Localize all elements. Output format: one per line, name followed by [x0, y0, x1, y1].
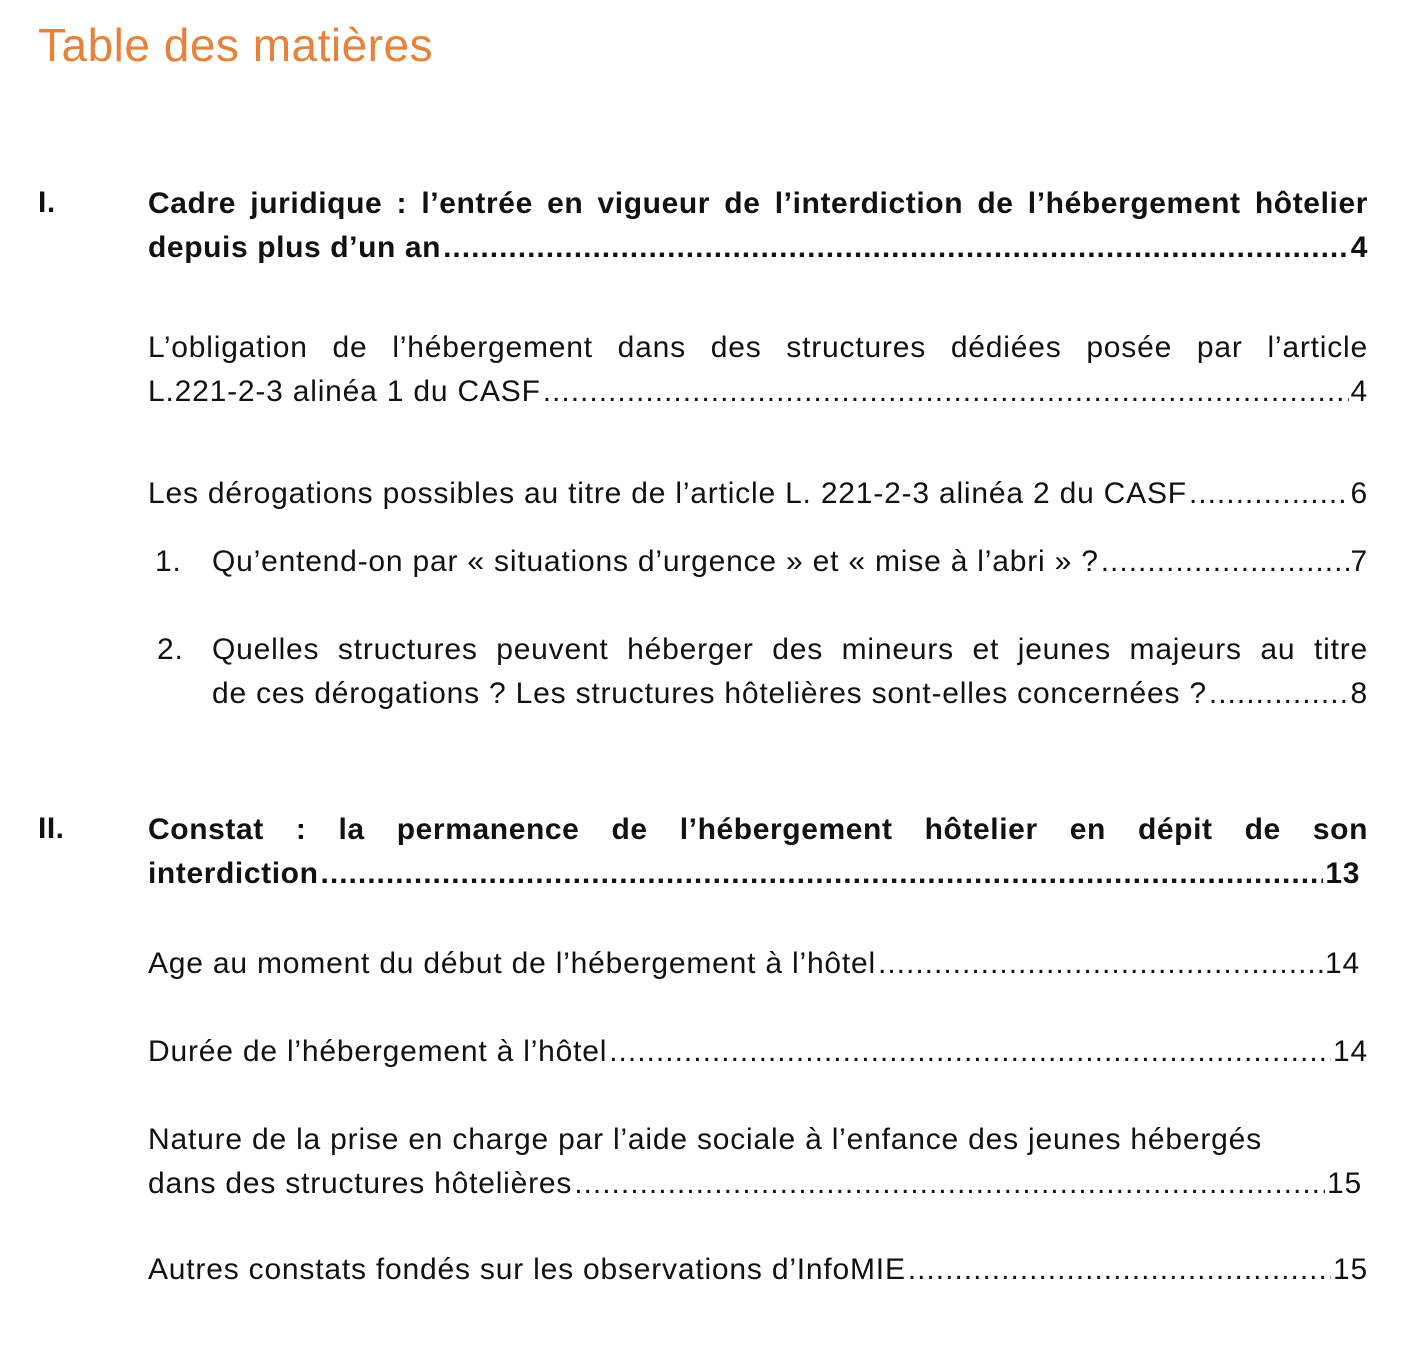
toc-entry-leader-line — [148, 370, 1368, 414]
toc-entry-text: Cadre juridique : l’entrée en vigueur de l’interdiction de l’hébergement hôtelier — [148, 187, 1368, 220]
toc-entry-text: Les dérogations possibles au titre de l’article L. 221-2-3 alinéa 2 du CASF — [148, 477, 1187, 510]
toc-entry-leader-line — [148, 1162, 1368, 1206]
dot-leader — [609, 1030, 1331, 1074]
dot-leader — [1189, 472, 1349, 516]
toc-entry-autres[interactable] — [148, 1248, 1368, 1292]
page-number: 6 — [1350, 477, 1368, 510]
page-number: 15 — [1327, 1167, 1362, 1200]
page-number: 4 — [1350, 231, 1368, 264]
toc-entry-text: Autres constats fondés sur les observations d’InfoMIE — [148, 1253, 906, 1286]
toc-entry-leader-line — [148, 1030, 1368, 1074]
dot-leader — [443, 226, 1349, 270]
toc-entry-text: Constat : la permanence de l’hébergement hôtelier en dépit de son — [148, 813, 1368, 846]
toc-entry-derogations[interactable] — [148, 472, 1368, 516]
section-number: II. — [38, 812, 65, 845]
page-number: 13 — [1325, 857, 1360, 890]
toc-entry-leader-line — [148, 226, 1368, 270]
toc-entry-nature[interactable] — [148, 1118, 1368, 1206]
dot-leader — [574, 1162, 1325, 1206]
toc-entry-text: Durée de l’hébergement à l’hôtel — [148, 1035, 608, 1068]
toc-subentry-urgence[interactable] — [212, 540, 1368, 584]
page-number: 14 — [1333, 1035, 1368, 1068]
page-number: 4 — [1350, 375, 1368, 408]
dot-leader — [1209, 672, 1349, 716]
list-item-number: 2. — [157, 633, 184, 666]
toc-entry-text: Quelles structures peuvent héberger des mineurs et jeunes majeurs au titre — [212, 633, 1368, 666]
list-item-number: 1. — [155, 545, 182, 578]
page-title: Table des matières — [38, 19, 434, 71]
toc-entry-leader-line — [148, 472, 1368, 516]
toc-entry-leader-line — [212, 540, 1368, 584]
toc-entry-text: Qu’entend-on par « situations d’urgence » et « mise à l’abri » ? — [212, 545, 1099, 578]
toc-entry-age[interactable] — [148, 942, 1368, 986]
page-number: 8 — [1350, 677, 1368, 710]
toc-entry-text: de ces dérogations ? Les structures hôtelières sont-elles concernées ? — [212, 677, 1207, 710]
toc-entry-text: Nature de la prise en charge par l’aide sociale à l’enfance des jeunes hébergés — [148, 1123, 1262, 1156]
toc-entry-text: Age au moment du début de l’hébergement à l’hôtel — [148, 947, 876, 980]
dot-leader — [321, 852, 1324, 896]
toc-entry-text: depuis plus d’un an — [148, 231, 442, 264]
toc-entry-text: L’obligation de l’hébergement dans des structures dédiées posée par l’article — [148, 331, 1368, 364]
toc-entry-section-2[interactable] — [148, 808, 1368, 896]
toc-entry-leader-line — [148, 942, 1368, 986]
toc-entry-text: interdiction — [148, 857, 319, 890]
toc-subentry-structures[interactable] — [212, 628, 1368, 716]
page-number: 15 — [1333, 1253, 1368, 1286]
dot-leader — [908, 1248, 1331, 1292]
toc-entry-obligation[interactable] — [148, 326, 1368, 414]
toc-entry-section-1[interactable] — [148, 182, 1368, 270]
dot-leader — [543, 370, 1349, 414]
page-number: 14 — [1325, 947, 1360, 980]
dot-leader — [878, 942, 1323, 986]
toc-entry-duree[interactable] — [148, 1030, 1368, 1074]
toc-entry-leader-line — [212, 672, 1368, 716]
toc-entry-text: L.221-2-3 alinéa 1 du CASF — [148, 375, 541, 408]
section-number: I. — [38, 186, 56, 219]
toc-entry-leader-line — [148, 1248, 1368, 1292]
page-number: 7 — [1350, 545, 1368, 578]
toc-entry-text: dans des structures hôtelières — [148, 1167, 573, 1200]
toc-entry-leader-line — [148, 852, 1368, 896]
dot-leader — [1101, 540, 1349, 584]
